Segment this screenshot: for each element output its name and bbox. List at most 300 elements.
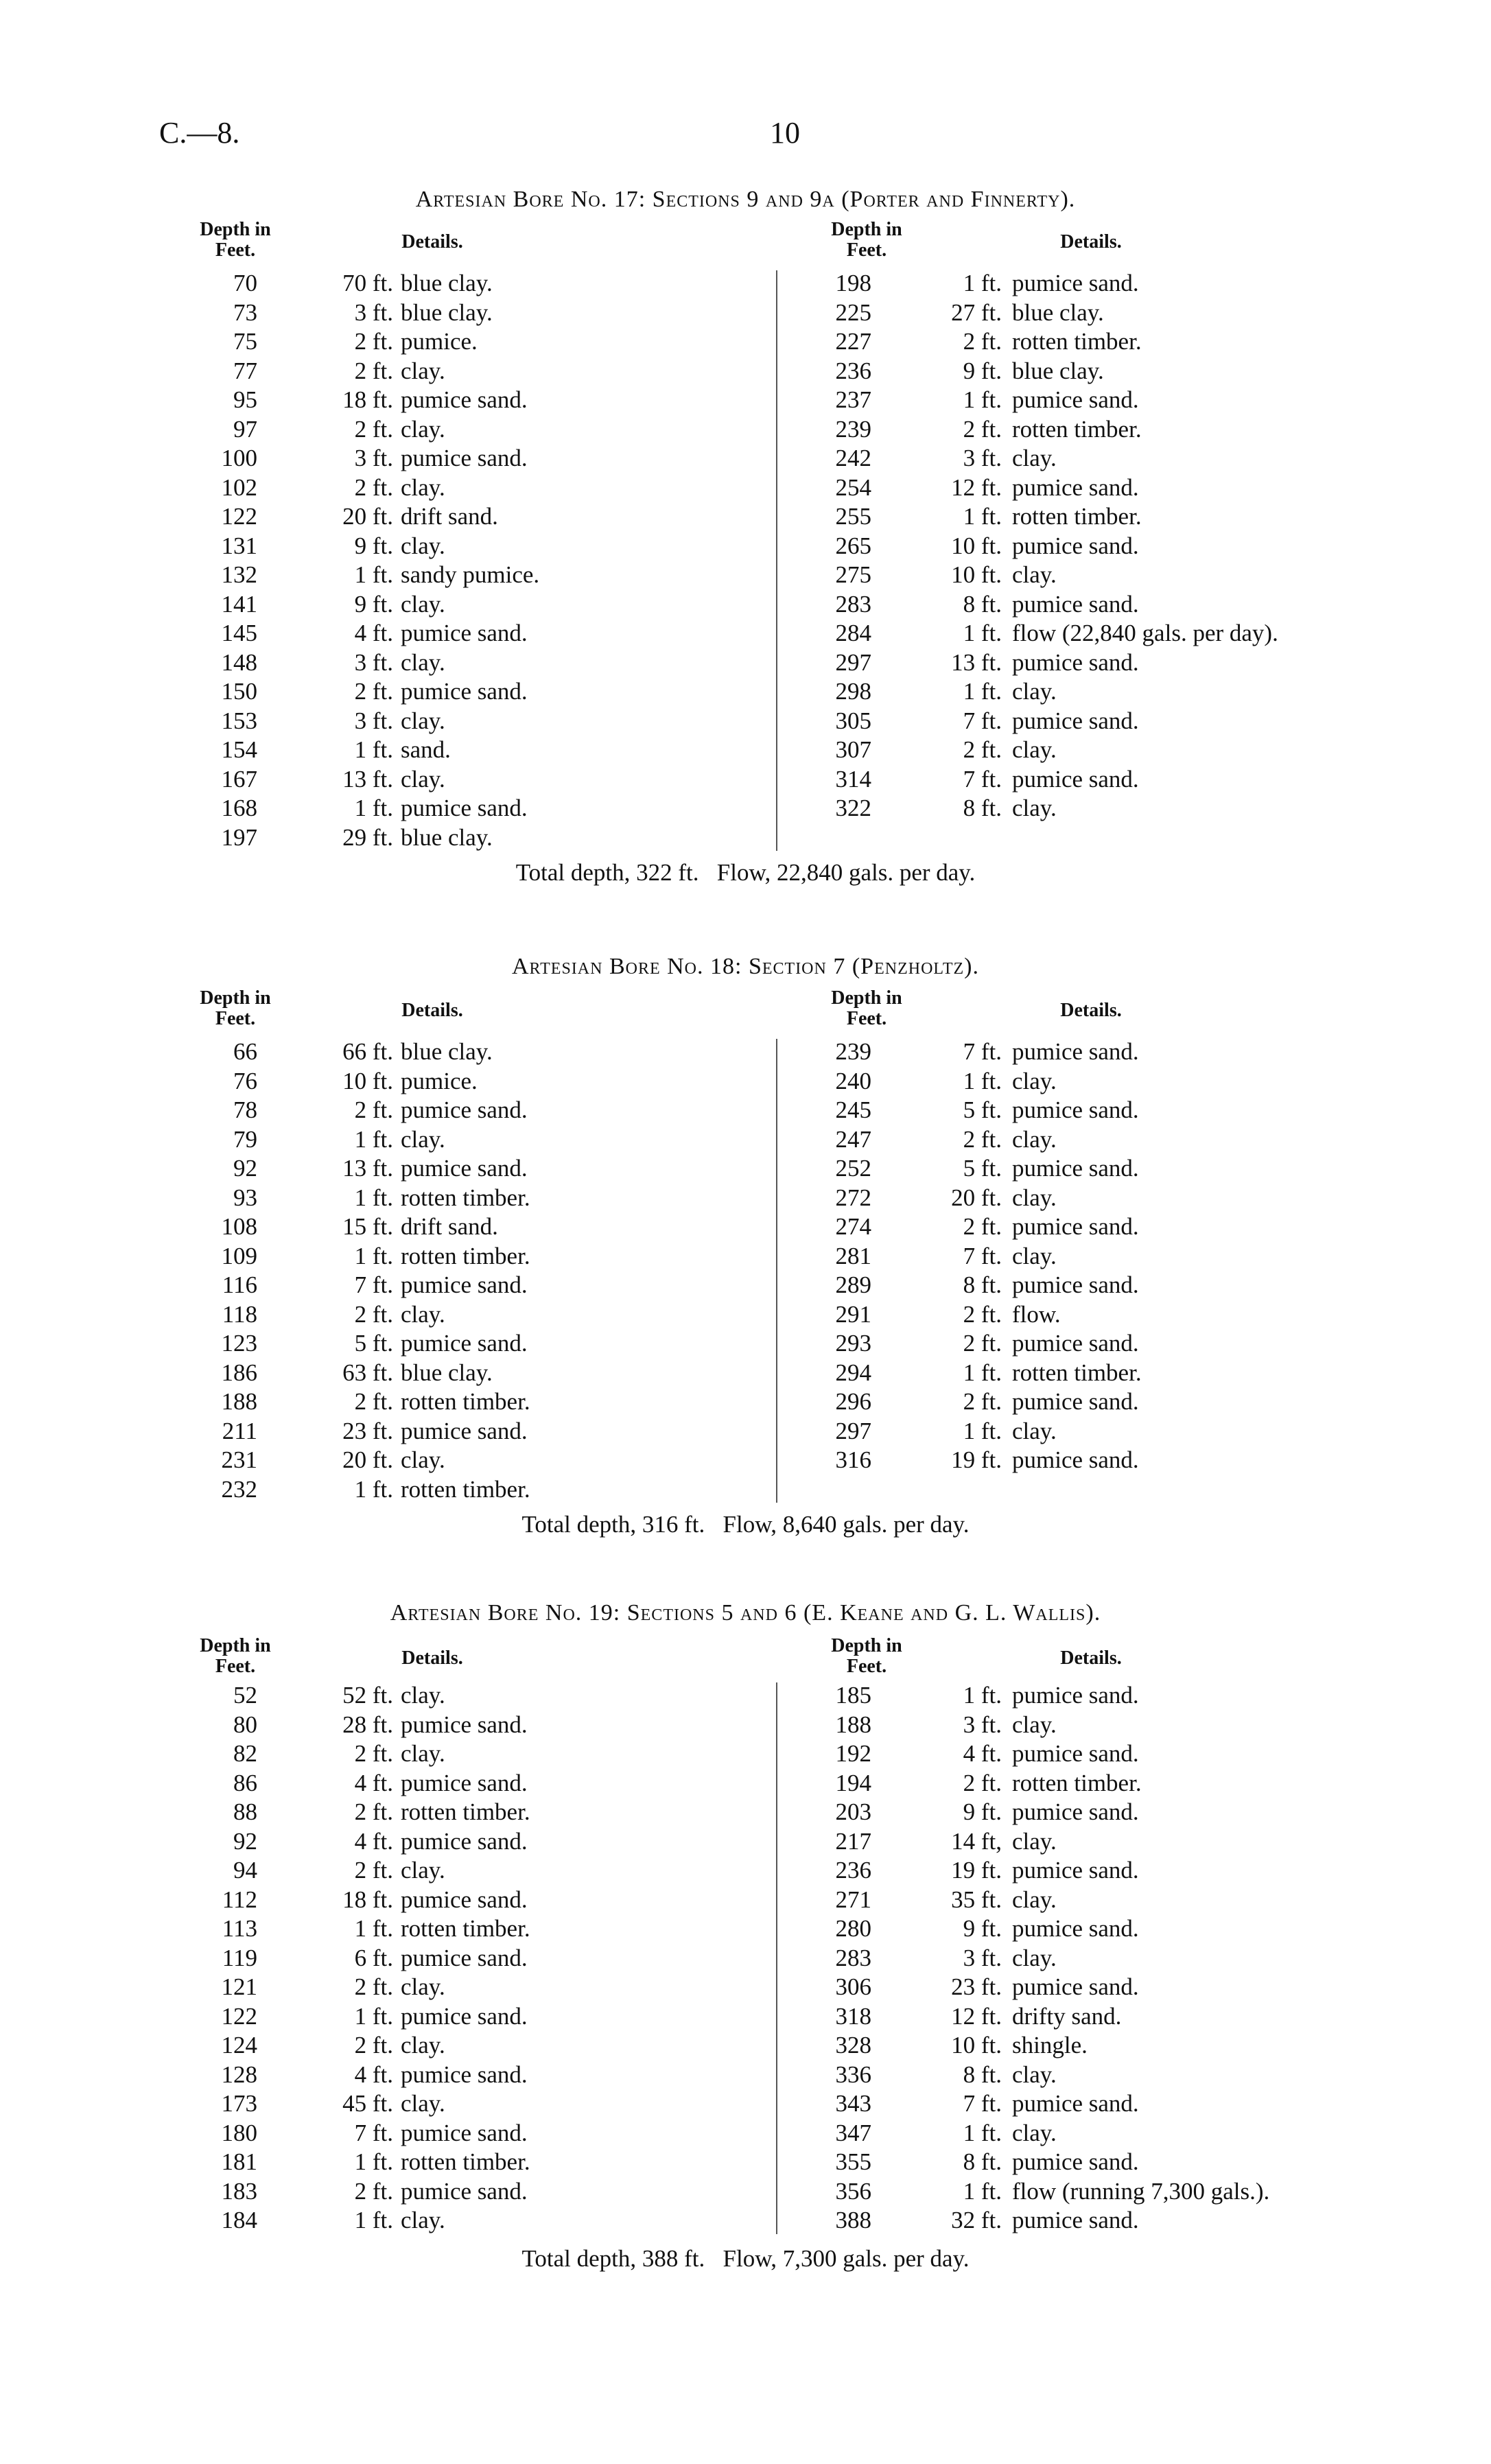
stratum-detail: pumice sand. [401, 1096, 528, 1123]
stratum-detail: pumice sand. [1012, 532, 1139, 559]
stratum-detail: pumice sand. [401, 2002, 528, 2030]
thickness-value: 29 ft. [342, 823, 393, 851]
stratum-detail: pumice sand. [401, 1417, 528, 1444]
stratum-detail: clay. [1012, 2061, 1057, 2088]
depth-header-line1: Depth in [200, 219, 271, 240]
table-row [0, 677, 1491, 706]
stratum-detail: pumice sand. [401, 1271, 528, 1298]
stratum-detail: clay. [1012, 1886, 1057, 1913]
thickness-value: 13 ft. [342, 765, 393, 793]
depth-value: 95 [233, 386, 257, 413]
thickness-value: 2 ft. [354, 2032, 393, 2058]
thickness-value: 10 ft. [342, 1067, 393, 1094]
thickness-value: 9 ft. [963, 1798, 1002, 1825]
thickness-value: 4 ft. [963, 1740, 1002, 1767]
table-row [0, 1096, 1491, 1125]
stratum-detail: pumice sand. [401, 2061, 528, 2088]
depth-value: 194 [835, 1769, 871, 1796]
table-row [0, 794, 1491, 823]
table-row [0, 1914, 1491, 1943]
table-row [0, 1387, 1491, 1416]
table-row [0, 590, 1491, 619]
thickness-value: 1 ft. [963, 1067, 1002, 1094]
depth-value: 297 [835, 648, 871, 676]
depth-value: 181 [221, 2148, 257, 2175]
table-row [0, 1681, 1491, 1710]
table-row [0, 1125, 1491, 1154]
table-row [0, 2031, 1491, 2060]
stratum-detail: pumice sand. [1012, 1740, 1139, 1767]
depth-value: 307 [835, 736, 871, 763]
depth-value: 306 [835, 1973, 871, 2000]
table-row [0, 1475, 1491, 1504]
depth-value: 82 [233, 1740, 257, 1767]
stratum-detail: sand. [401, 736, 451, 763]
depth-value: 242 [835, 445, 871, 471]
thickness-value: 2 ft. [354, 328, 393, 355]
depth-value: 254 [835, 473, 871, 501]
depth-value: 197 [221, 823, 257, 851]
table-row [0, 2206, 1491, 2235]
stratum-detail: pumice sand. [1012, 1038, 1139, 1065]
table-row [0, 2002, 1491, 2031]
depth-value: 183 [221, 2177, 257, 2205]
table-row [0, 473, 1491, 502]
table-row [0, 1359, 1491, 1387]
stratum-detail: clay. [1012, 445, 1057, 471]
table-row [0, 357, 1491, 386]
depth-value: 86 [233, 1769, 257, 1796]
depth-value: 153 [221, 707, 257, 734]
depth-value: 184 [221, 2207, 257, 2233]
thickness-value: 13 ft. [342, 1155, 393, 1182]
thickness-value: 5 ft. [354, 1330, 393, 1357]
depth-value: 173 [221, 2090, 257, 2117]
thickness-value: 2 ft. [963, 736, 1002, 763]
details-header: Details. [401, 231, 463, 253]
table-row [0, 1446, 1491, 1475]
stratum-detail: clay. [1012, 561, 1057, 588]
table-row [0, 648, 1491, 677]
depth-value: 92 [233, 1155, 257, 1182]
depth-value: 180 [221, 2119, 257, 2146]
stratum-detail: flow. [1012, 1300, 1061, 1328]
stratum-detail: clay. [401, 590, 445, 618]
thickness-value: 1 ft. [963, 1417, 1002, 1444]
depth-value: 293 [835, 1330, 871, 1357]
thickness-value: 3 ft. [963, 445, 1002, 471]
stratum-detail: pumice sand. [1012, 765, 1139, 793]
table-row [0, 1944, 1491, 1973]
table-row [0, 1798, 1491, 1827]
thickness-value: 8 ft. [963, 2148, 1002, 2175]
thickness-value: 9 ft. [963, 357, 1002, 384]
stratum-detail: clay. [1012, 1242, 1057, 1269]
thickness-value: 7 ft. [963, 1242, 1002, 1269]
table-row [0, 1242, 1491, 1271]
stratum-detail: pumice sand. [1012, 1330, 1139, 1357]
stratum-detail: pumice sand. [401, 445, 528, 471]
stratum-detail: flow (22,840 gals. per day). [1012, 620, 1278, 646]
thickness-value: 3 ft. [963, 1944, 1002, 1971]
depth-value: 78 [233, 1096, 257, 1123]
stratum-detail: pumice sand. [401, 1886, 528, 1913]
table-row [0, 707, 1491, 736]
table-row [0, 2089, 1491, 2118]
depth-header-line2: Feet. [846, 239, 887, 261]
thickness-value: 1 ft. [354, 1184, 393, 1211]
depth-value: 100 [221, 445, 257, 471]
bore-title: Artesian Bore No. 17: Sections 9 and 9a (Porter and Finnerty). [415, 187, 1076, 212]
bore-title: Artesian Bore No. 19: Sections 5 and 6 (E. Keane and G. L. Wallis). [390, 1600, 1101, 1626]
thickness-value: 1 ft. [963, 503, 1002, 530]
stratum-detail: clay. [1012, 736, 1057, 763]
table-row [0, 1886, 1491, 1914]
stratum-detail: pumice sand. [401, 1330, 528, 1357]
thickness-value: 4 ft. [354, 620, 393, 646]
thickness-value: 1 ft. [354, 1915, 393, 1942]
depth-value: 150 [221, 678, 257, 705]
depth-value: 188 [835, 1711, 871, 1738]
depth-value: 237 [835, 386, 871, 413]
table-row [0, 1212, 1491, 1241]
depth-header-line2: Feet. [846, 1008, 887, 1029]
depth-value: 109 [221, 1242, 257, 1269]
stratum-detail: blue clay. [401, 270, 493, 296]
stratum-detail: pumice sand. [1012, 1271, 1139, 1298]
stratum-detail: clay. [401, 765, 445, 793]
thickness-value: 14 ft, [951, 1827, 1002, 1855]
depth-value: 203 [835, 1798, 871, 1825]
stratum-detail: pumice sand. [401, 620, 528, 646]
stratum-detail: pumice sand. [401, 678, 528, 705]
stratum-detail: pumice sand. [1012, 1213, 1139, 1240]
thickness-value: 23 ft. [342, 1417, 393, 1444]
thickness-value: 7 ft. [354, 1271, 393, 1298]
depth-value: 113 [222, 1915, 257, 1942]
thickness-value: 6 ft. [354, 1944, 393, 1971]
thickness-value: 2 ft. [963, 1213, 1002, 1240]
depth-value: 274 [835, 1213, 871, 1240]
depth-value: 239 [835, 1038, 871, 1065]
stratum-detail: rotten timber. [1012, 415, 1142, 443]
depth-value: 88 [233, 1798, 257, 1825]
thickness-value: 20 ft. [951, 1184, 1002, 1211]
stratum-detail: rotten timber. [401, 1184, 530, 1211]
depth-value: 291 [835, 1300, 871, 1328]
depth-value: 227 [835, 328, 871, 355]
thickness-value: 1 ft. [963, 1682, 1002, 1709]
stratum-detail: clay. [1012, 1184, 1057, 1211]
stratum-detail: clay. [401, 648, 445, 676]
page-reference: C.—8. [159, 116, 240, 150]
depth-header-line1: Depth in [200, 987, 271, 1009]
depth-value: 118 [222, 1300, 257, 1328]
thickness-value: 18 ft. [342, 386, 393, 413]
thickness-value: 2 ft. [354, 357, 393, 384]
stratum-detail: clay. [1012, 1944, 1057, 1971]
table-row [0, 765, 1491, 794]
depth-value: 232 [221, 1475, 257, 1503]
table-row [0, 1271, 1491, 1300]
thickness-value: 1 ft. [354, 2148, 393, 2175]
thickness-value: 2 ft. [354, 473, 393, 501]
stratum-detail: clay. [1012, 1067, 1057, 1094]
stratum-detail: clay. [401, 1740, 445, 1767]
table-row [0, 1973, 1491, 2002]
thickness-value: 7 ft. [963, 765, 1002, 793]
table-row [0, 1417, 1491, 1446]
table-row [0, 2148, 1491, 2176]
stratum-detail: pumice sand. [1012, 1155, 1139, 1182]
details-header: Details. [401, 1647, 463, 1669]
depth-header-line1: Depth in [831, 1635, 902, 1656]
stratum-detail: clay. [401, 2090, 445, 2117]
depth-value: 192 [835, 1740, 871, 1767]
depth-value: 112 [222, 1886, 257, 1913]
thickness-value: 2 ft. [354, 1096, 393, 1123]
stratum-detail: drifty sand. [1012, 2002, 1122, 2030]
stratum-detail: blue clay. [401, 1038, 493, 1065]
depth-value: 283 [835, 590, 871, 618]
stratum-detail: rotten timber. [1012, 1769, 1142, 1796]
thickness-value: 45 ft. [342, 2090, 393, 2117]
stratum-detail: clay. [1012, 795, 1057, 821]
details-header: Details. [1060, 1000, 1122, 1021]
depth-value: 252 [835, 1155, 871, 1182]
depth-value: 296 [835, 1388, 871, 1415]
thickness-value: 4 ft. [354, 1827, 393, 1855]
depth-value: 211 [222, 1417, 257, 1444]
depth-header-line2: Feet. [215, 239, 256, 261]
depth-value: 154 [221, 736, 257, 763]
table-row [0, 1300, 1491, 1329]
thickness-value: 18 ft. [342, 1886, 393, 1913]
table-row [0, 1711, 1491, 1739]
stratum-detail: clay. [401, 1300, 445, 1328]
depth-header [191, 1636, 280, 1677]
thickness-value: 1 ft. [963, 620, 1002, 646]
thickness-value: 27 ft. [951, 298, 1002, 326]
depth-value: 119 [222, 1944, 257, 1971]
thickness-value: 2 ft. [354, 1740, 393, 1767]
depth-value: 280 [835, 1915, 871, 1942]
depth-value: 122 [221, 2002, 257, 2030]
stratum-detail: sandy pumice. [401, 561, 540, 588]
table-row [0, 327, 1491, 356]
thickness-value: 35 ft. [951, 1886, 1002, 1913]
stratum-detail: pumice sand. [1012, 1388, 1139, 1415]
thickness-value: 13 ft. [951, 648, 1002, 676]
thickness-value: 19 ft. [951, 1857, 1002, 1884]
thickness-value: 7 ft. [354, 2119, 393, 2146]
stratum-detail: pumice sand. [1012, 1446, 1139, 1473]
stratum-detail: clay. [401, 2032, 445, 2058]
table-row [0, 1739, 1491, 1768]
stratum-detail: pumice sand. [401, 1944, 528, 1971]
depth-value: 255 [835, 503, 871, 530]
thickness-value: 2 ft. [354, 1857, 393, 1884]
table-row [0, 1827, 1491, 1856]
thickness-value: 20 ft. [342, 1446, 393, 1473]
depth-value: 314 [835, 765, 871, 793]
depth-header [191, 988, 280, 1029]
stratum-detail: pumice sand. [1012, 707, 1139, 734]
thickness-value: 2 ft. [354, 1300, 393, 1328]
stratum-detail: clay. [1012, 1711, 1057, 1738]
bore-total: Total depth, 388 ft. Flow, 7,300 gals. per day. [521, 2245, 970, 2272]
stratum-detail: clay. [401, 2207, 445, 2233]
depth-value: 70 [233, 270, 257, 296]
thickness-value: 3 ft. [354, 445, 393, 471]
thickness-value: 2 ft. [354, 678, 393, 705]
table-row [0, 1037, 1491, 1066]
thickness-value: 7 ft. [963, 707, 1002, 734]
depth-value: 123 [221, 1330, 257, 1357]
depth-value: 97 [233, 415, 257, 443]
thickness-value: 1 ft. [354, 1475, 393, 1503]
thickness-value: 1 ft. [963, 270, 1002, 296]
thickness-value: 8 ft. [963, 1271, 1002, 1298]
stratum-detail: pumice sand. [401, 795, 528, 821]
thickness-value: 2 ft. [963, 1330, 1002, 1357]
stratum-detail: clay. [401, 532, 445, 559]
thickness-value: 2 ft. [354, 415, 393, 443]
thickness-value: 2 ft. [354, 1388, 393, 1415]
stratum-detail: pumice sand. [1012, 386, 1139, 413]
depth-value: 185 [835, 1682, 871, 1709]
thickness-value: 52 ft. [342, 1682, 393, 1709]
stratum-detail: pumice sand. [401, 1769, 528, 1796]
table-row [0, 823, 1491, 852]
stratum-detail: pumice sand. [401, 1155, 528, 1182]
thickness-value: 3 ft. [354, 298, 393, 326]
depth-value: 271 [835, 1886, 871, 1913]
thickness-value: 20 ft. [342, 503, 393, 530]
depth-value: 132 [221, 561, 257, 588]
stratum-detail: clay. [401, 1125, 445, 1153]
stratum-detail: rotten timber. [401, 1388, 530, 1415]
thickness-value: 1 ft. [354, 1242, 393, 1269]
stratum-detail: pumice sand. [1012, 1973, 1139, 2000]
stratum-detail: pumice sand. [1012, 473, 1139, 501]
stratum-detail: rotten timber. [1012, 328, 1142, 355]
stratum-detail: rotten timber. [401, 1798, 530, 1825]
thickness-value: 3 ft. [354, 648, 393, 676]
thickness-value: 1 ft. [354, 2002, 393, 2030]
depth-value: 77 [233, 357, 257, 384]
depth-value: 128 [221, 2061, 257, 2088]
depth-value: 94 [233, 1857, 257, 1884]
depth-value: 356 [835, 2177, 871, 2205]
thickness-value: 10 ft. [951, 561, 1002, 588]
depth-value: 265 [835, 532, 871, 559]
depth-value: 93 [233, 1184, 257, 1211]
depth-value: 121 [221, 1973, 257, 2000]
depth-value: 79 [233, 1125, 257, 1153]
depth-value: 355 [835, 2148, 871, 2175]
thickness-value: 66 ft. [342, 1038, 393, 1065]
thickness-value: 8 ft. [963, 795, 1002, 821]
stratum-detail: clay. [401, 1973, 445, 2000]
thickness-value: 1 ft. [963, 2177, 1002, 2205]
thickness-value: 4 ft. [354, 1769, 393, 1796]
thickness-value: 3 ft. [963, 1711, 1002, 1738]
depth-value: 240 [835, 1067, 871, 1094]
depth-value: 76 [233, 1067, 257, 1094]
thickness-value: 1 ft. [963, 1359, 1002, 1386]
thickness-value: 2 ft. [354, 1973, 393, 2000]
thickness-value: 63 ft. [342, 1359, 393, 1386]
stratum-detail: shingle. [1012, 2032, 1088, 2058]
depth-value: 131 [221, 532, 257, 559]
depth-value: 102 [221, 473, 257, 501]
depth-value: 188 [221, 1388, 257, 1415]
thickness-value: 2 ft. [354, 1798, 393, 1825]
depth-value: 289 [835, 1271, 871, 1298]
stratum-detail: flow (running 7,300 gals.). [1012, 2177, 1270, 2205]
thickness-value: 7 ft. [963, 1038, 1002, 1065]
depth-value: 316 [835, 1446, 871, 1473]
stratum-detail: rotten timber. [401, 1915, 530, 1942]
table-row [0, 269, 1491, 298]
table-row [0, 1329, 1491, 1358]
depth-value: 217 [835, 1827, 871, 1855]
depth-value: 272 [835, 1184, 871, 1211]
stratum-detail: clay. [1012, 2119, 1057, 2146]
depth-value: 247 [835, 1125, 871, 1153]
stratum-detail: clay. [1012, 678, 1057, 705]
depth-value: 92 [233, 1827, 257, 1855]
table-row [0, 2119, 1491, 2148]
depth-header [822, 1636, 911, 1677]
thickness-value: 32 ft. [951, 2207, 1002, 2233]
details-header: Details. [1060, 231, 1122, 253]
depth-value: 328 [835, 2032, 871, 2058]
thickness-value: 5 ft. [963, 1096, 1002, 1123]
table-row [0, 1856, 1491, 1885]
depth-value: 347 [835, 2119, 871, 2146]
stratum-detail: clay. [401, 357, 445, 384]
thickness-value: 2 ft. [963, 1769, 1002, 1796]
table-row [0, 1769, 1491, 1798]
thickness-value: 12 ft. [951, 2002, 1002, 2030]
stratum-detail: pumice sand. [401, 1827, 528, 1855]
depth-value: 245 [835, 1096, 871, 1123]
stratum-detail: clay. [401, 1446, 445, 1473]
stratum-detail: pumice. [401, 1067, 478, 1094]
bore-total: Total depth, 316 ft. Flow, 8,640 gals. per day. [521, 1511, 970, 1538]
stratum-detail: pumice sand. [401, 2177, 528, 2205]
table-row [0, 2177, 1491, 2206]
thickness-value: 9 ft. [354, 532, 393, 559]
stratum-detail: rotten timber. [1012, 1359, 1142, 1386]
depth-value: 281 [835, 1242, 871, 1269]
depth-value: 108 [221, 1213, 257, 1240]
depth-header-line2: Feet. [846, 1656, 887, 1677]
depth-value: 52 [233, 1682, 257, 1709]
thickness-value: 15 ft. [342, 1213, 393, 1240]
depth-header-line1: Depth in [200, 1635, 271, 1656]
depth-value: 186 [221, 1359, 257, 1386]
depth-value: 167 [221, 765, 257, 793]
stratum-detail: pumice sand. [1012, 2148, 1139, 2175]
details-header: Details. [1060, 1647, 1122, 1669]
depth-header-line1: Depth in [831, 987, 902, 1009]
table-row [0, 1067, 1491, 1096]
table-row [0, 619, 1491, 648]
depth-value: 297 [835, 1417, 871, 1444]
